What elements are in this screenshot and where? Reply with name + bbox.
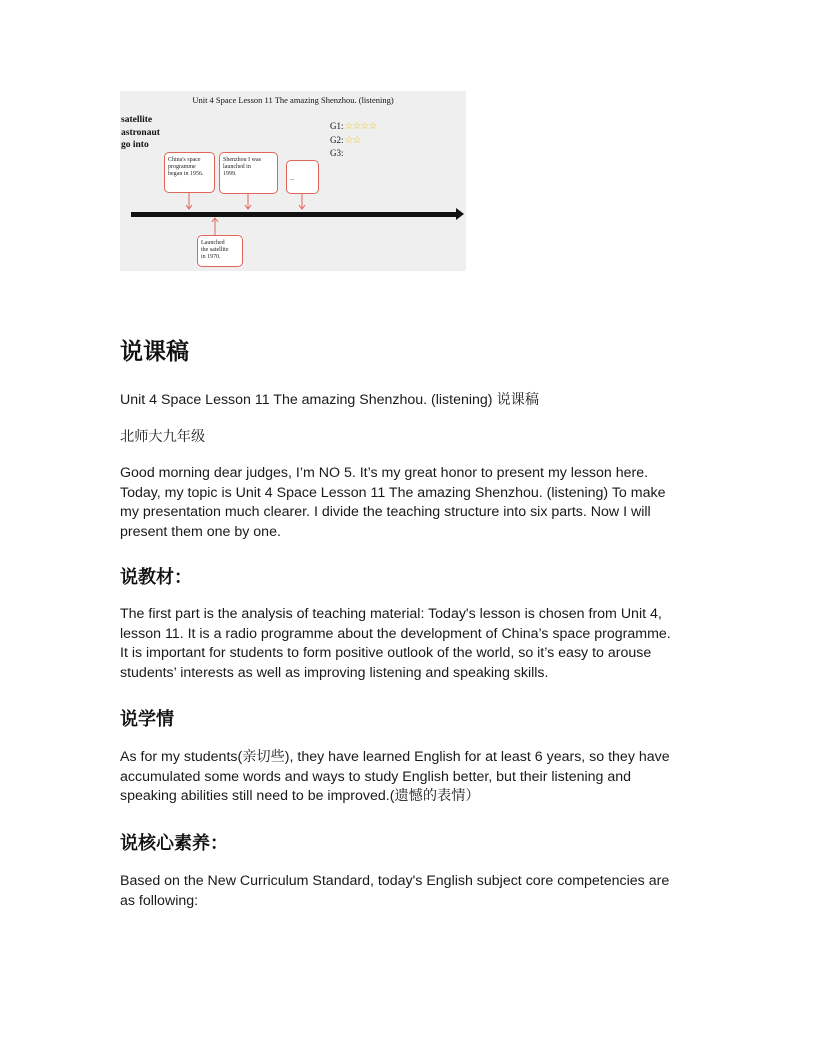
- star-icon: ☆☆☆☆: [344, 121, 377, 132]
- vocab-item: astronaut: [121, 127, 160, 138]
- vocab-item: satellite: [121, 115, 153, 125]
- slide-title: Unit 4 Space Lesson 11 The amazing Shenzhou. (listening): [192, 95, 394, 105]
- section-heading-competencies: 说核心素养：: [120, 833, 228, 854]
- intro-paragraph: [120, 464, 665, 542]
- text-line: As for my students(亲切些), they have learned English for at least 6 years, so they have: [120, 749, 670, 765]
- box-text: Shenzhou I was: [223, 157, 261, 163]
- section-heading-material: 说教材：: [120, 567, 192, 588]
- section-paragraph-material: [120, 605, 671, 683]
- text-line: my presentation much clearer. I divide the teaching structure into six parts. Now I will: [120, 504, 651, 520]
- group-label: G1:: [330, 121, 344, 131]
- box-text: the satellite: [201, 247, 229, 254]
- text-line: accumulated some words and ways to study English better, but their listening and: [120, 768, 632, 785]
- star-icon: ☆☆: [344, 134, 361, 146]
- text-line: lesson 11. It is a radio programme about the development of China’s space programme.: [120, 625, 671, 642]
- text-line: present them one by one.: [120, 523, 281, 540]
- box-text: ...: [290, 176, 295, 182]
- text-line: speaking abilities still need to be improved.(遗憾的表情）: [120, 788, 480, 804]
- box-text: launched in: [223, 164, 251, 171]
- section-paragraph-competencies: [120, 872, 669, 911]
- text-line: students’ interests as well as improving listening and speaking skills.: [120, 664, 549, 681]
- text-line: The first part is the analysis of teaching material: Today's lesson is chosen from Unit 4,: [120, 606, 662, 622]
- vocab-item: go into: [121, 140, 149, 150]
- connector-arrows: [120, 91, 466, 271]
- box-text: programme: [168, 164, 196, 171]
- section-heading-students: 说学情: [120, 709, 174, 730]
- text-line: as following:: [120, 892, 199, 909]
- group-label: G3:: [330, 148, 344, 158]
- slide-image: [120, 91, 466, 271]
- section-paragraph-students: [120, 748, 670, 807]
- document-title: 说课稿: [120, 339, 189, 365]
- box-text: China's space: [168, 157, 201, 163]
- box-text: in 1970.: [201, 254, 221, 261]
- grade-level: 北师大九年级: [120, 429, 206, 445]
- box-text: Launched: [201, 240, 225, 246]
- text-line: Good morning dear judges, I’m NO 5. It’s my great honor to present my lesson here.: [120, 465, 649, 481]
- text-line: Based on the New Curriculum Standard, today's English subject core competencies are: [120, 873, 670, 889]
- text-line: Today, my topic is Unit 4 Space Lesson 11 The amazing Shenzhou. (listening) To make: [120, 484, 666, 501]
- box-text: began in 1956.: [168, 171, 204, 178]
- box-text: 1999.: [223, 171, 237, 178]
- text-line: It is important for students to form positive outlook of the world, so it’s easy to arouse: [120, 645, 652, 661]
- subtitle: Unit 4 Space Lesson 11 The amazing Shenzhou. (listening) 说课稿: [120, 392, 540, 408]
- group-label: G2:: [330, 134, 344, 145]
